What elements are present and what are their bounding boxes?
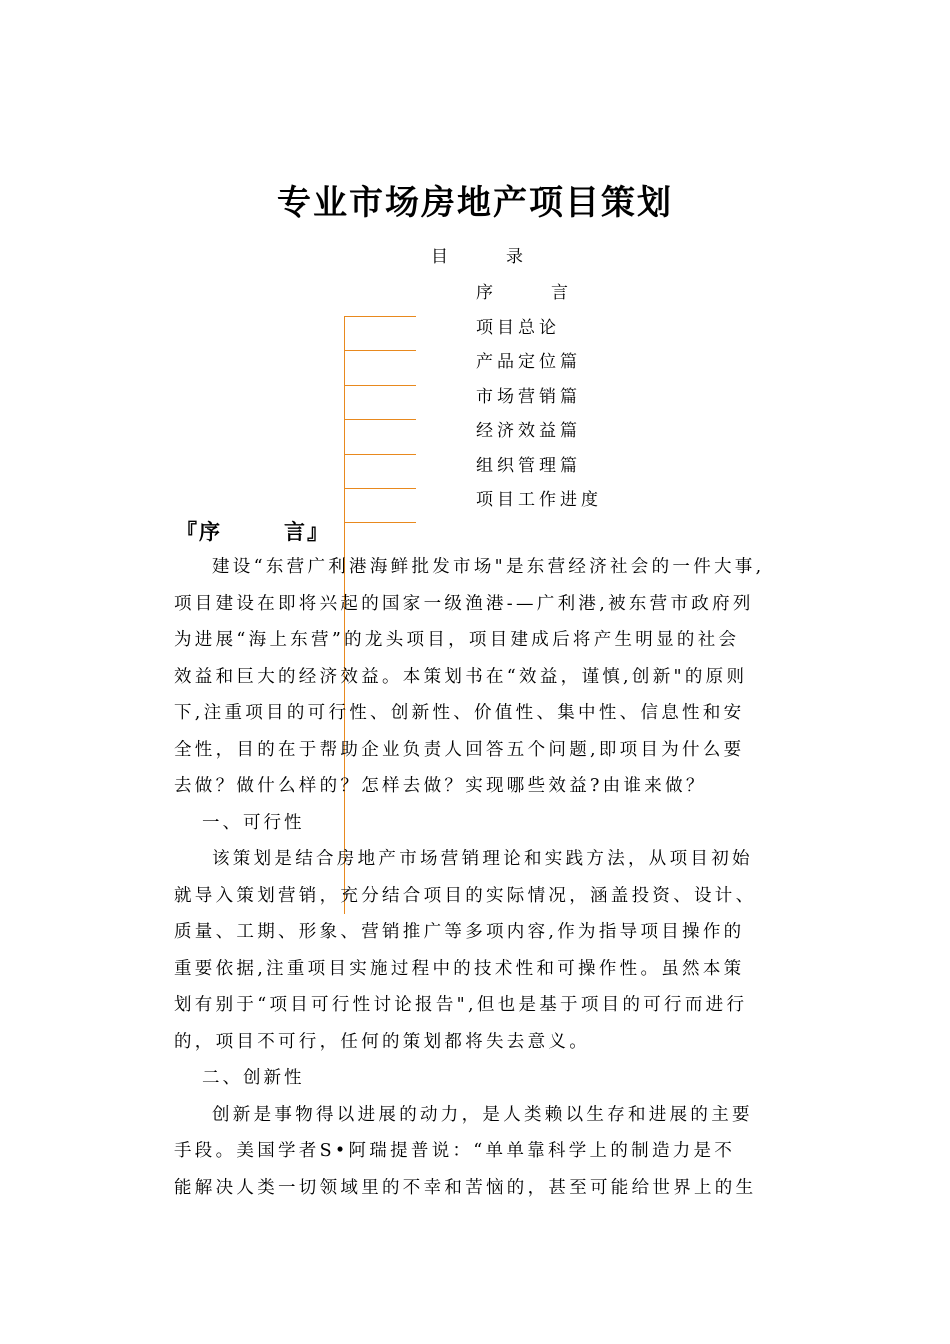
paragraph-line: 全性，目的在于帮助企业负责人回答五个问题,即项目为什么要 <box>174 739 745 760</box>
paragraph-line: 为进展“海上东营”的龙头项目，项目建成后将产生明显的社会 <box>174 630 740 650</box>
toc-heading: 目录 <box>431 247 581 267</box>
toc-bracket-tick <box>344 350 416 351</box>
paragraph-line: 能解决人类一切领域里的不幸和苦恼的，甚至可能给世界上的生 <box>174 1177 757 1198</box>
preface-heading-close: 言』 <box>284 519 330 544</box>
toc-item-preface: 序言 <box>476 283 626 303</box>
subsection-heading-feasibility: 一、可行性 <box>202 812 305 833</box>
document-title: 专业市场房地产项目策划 <box>277 183 673 223</box>
toc-bracket-tick <box>344 488 416 489</box>
toc-bracket-tick <box>344 419 416 420</box>
preface-body <box>174 552 814 1209</box>
toc-bracket-tick <box>344 522 416 523</box>
paragraph-line: 的，项目不可行，任何的策划都将失去意义。 <box>174 1031 590 1052</box>
toc-item-marketing: 市场营销篇 <box>476 386 581 407</box>
paragraph-line: 项目建设在即将兴起的国家一级渔港-—广利港,被东营市政府列 <box>174 593 754 614</box>
toc-item-economics: 经济效益篇 <box>476 421 581 441</box>
paragraph-line: 效益和巨大的经济效益。本策划书在“效益，谨慎,创新"的原则 <box>174 666 748 687</box>
paragraph-line: 质量、工期、形象、营销推广等多项内容,作为指导项目操作的 <box>174 922 745 942</box>
paragraph-line: 建设“东营广利港海鲜批发市场"是东营经济社会的一件大事, <box>212 557 765 577</box>
toc-item-overview: 项目总论 <box>476 317 560 338</box>
paragraph-line: 就导入策划营销，充分结合项目的实际情况，涵盖投资、设计、 <box>174 885 757 906</box>
toc-bracket-tick <box>344 316 416 317</box>
toc-bracket-tick <box>344 454 416 455</box>
preface-heading <box>176 518 330 546</box>
paragraph-line: 去做？做什么样的？怎样去做？实现哪些效益?由谁来做？ <box>174 776 707 796</box>
table-of-contents <box>476 280 626 522</box>
toc-item-positioning: 产品定位篇 <box>476 352 581 372</box>
paragraph-line: 下,注重项目的可行性、创新性、价值性、集中性、信息性和安 <box>174 703 745 723</box>
preface-heading-open: 『序 <box>176 519 222 544</box>
paragraph-line: 创新是事物得以进展的动力，是人类赖以生存和进展的主要 <box>212 1104 753 1125</box>
paragraph-line: 该策划是结合房地产市场营销理论和实践方法，从项目初始 <box>212 849 753 869</box>
paragraph-line: 手段。美国学者S•阿瑞提普说：“单单靠科学上的制造力是不 <box>174 1141 736 1161</box>
toc-bracket-tick <box>344 385 416 386</box>
paragraph-line: 划有别于“项目可行性讨论报告",但也是基于项目的可行而进行 <box>174 995 748 1015</box>
paragraph-line: 重要依据,注重项目实施过程中的技术性和可操作性。虽然本策 <box>174 958 745 979</box>
subsection-heading-innovation: 二、创新性 <box>202 1068 305 1088</box>
toc-item-schedule: 项目工作进度 <box>476 490 602 510</box>
toc-item-organization: 组织管理篇 <box>476 455 581 476</box>
